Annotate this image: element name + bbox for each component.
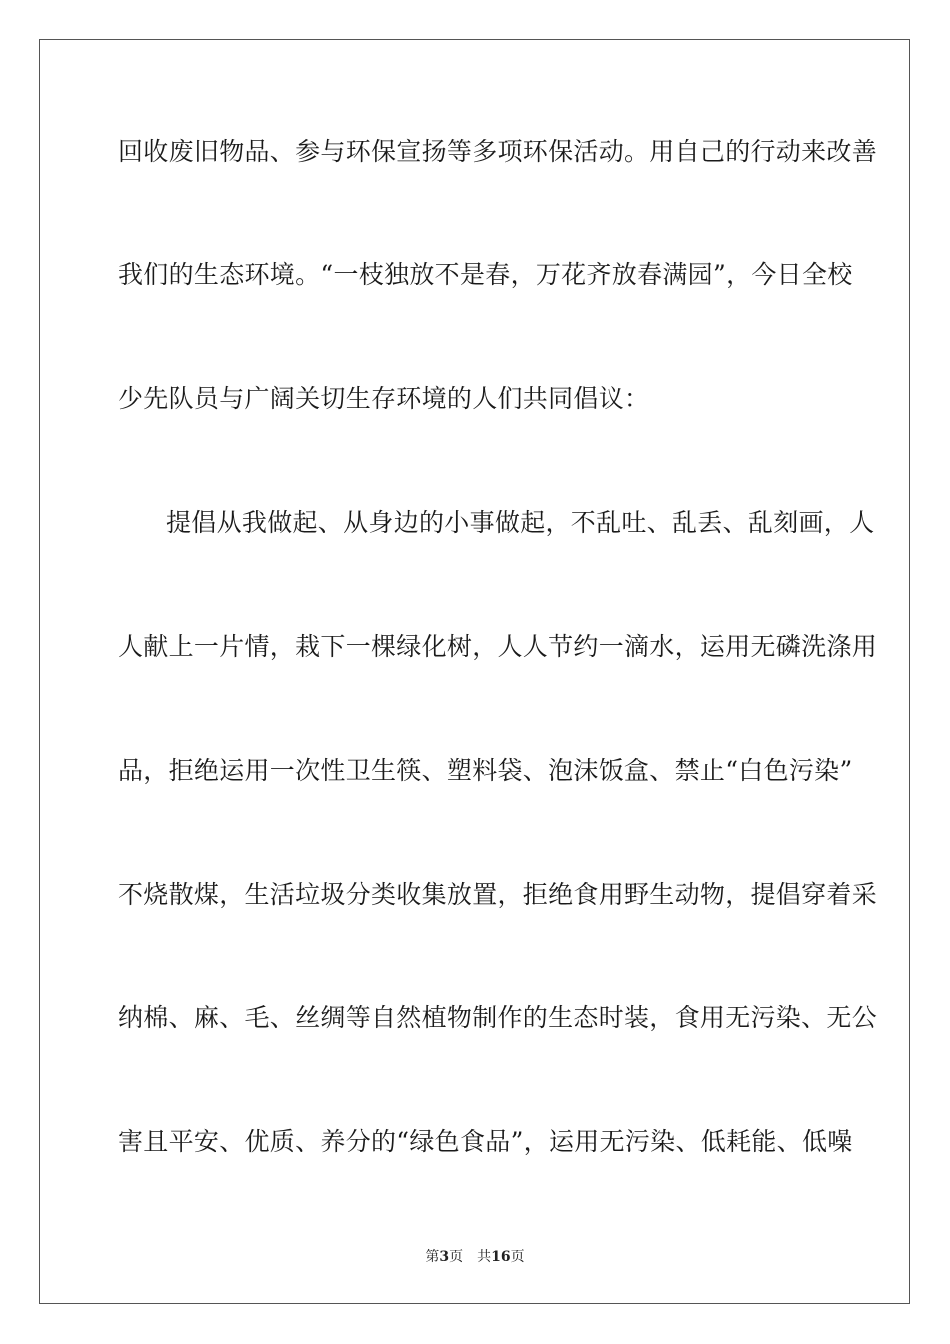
page-prefix: 第 — [425, 1249, 440, 1265]
body-text-line: 人献上一片情，栽下一棵绿化树，人人节约一滴水，运用无磷洗涤用 — [118, 632, 878, 661]
total-suffix: 页 — [510, 1249, 525, 1265]
body-text-line: 我们的生态环境。“一枝独放不是春，万花齐放春满园”，今日全校 — [118, 260, 853, 289]
body-text-line: 害且平安、优质、养分的“绿色食品”，运用无污染、低耗能、低噪 — [118, 1127, 853, 1156]
page-suffix: 页 — [449, 1249, 464, 1265]
page-number: 3 — [439, 1249, 450, 1265]
body-text-line: 品，拒绝运用一次性卫生筷、塑料袋、泡沫饭盒、禁止“白色污染” — [118, 756, 853, 785]
total-pages: 16 — [491, 1249, 511, 1265]
paragraph-first-line: 提倡从我做起、从身边的小事做起，不乱吐、乱丢、乱刻画，人 — [166, 508, 875, 537]
body-text-line: 回收废旧物品、参与环保宣扬等多项环保活动。用自己的行动来改善 — [118, 137, 878, 166]
body-text-line: 纳棉、麻、毛、丝绸等自然植物制作的生态时装，食用无污染、无公 — [118, 1003, 878, 1032]
total-prefix: 共 — [477, 1249, 492, 1265]
body-text-line: 不烧散煤，生活垃圾分类收集放置，拒绝食用野生动物，提倡穿着采 — [118, 880, 878, 909]
body-text-line: 少先队员与广阔关切生存环境的人们共同倡议： — [118, 384, 650, 413]
page-border — [39, 39, 910, 1304]
page-footer — [0, 1248, 950, 1266]
